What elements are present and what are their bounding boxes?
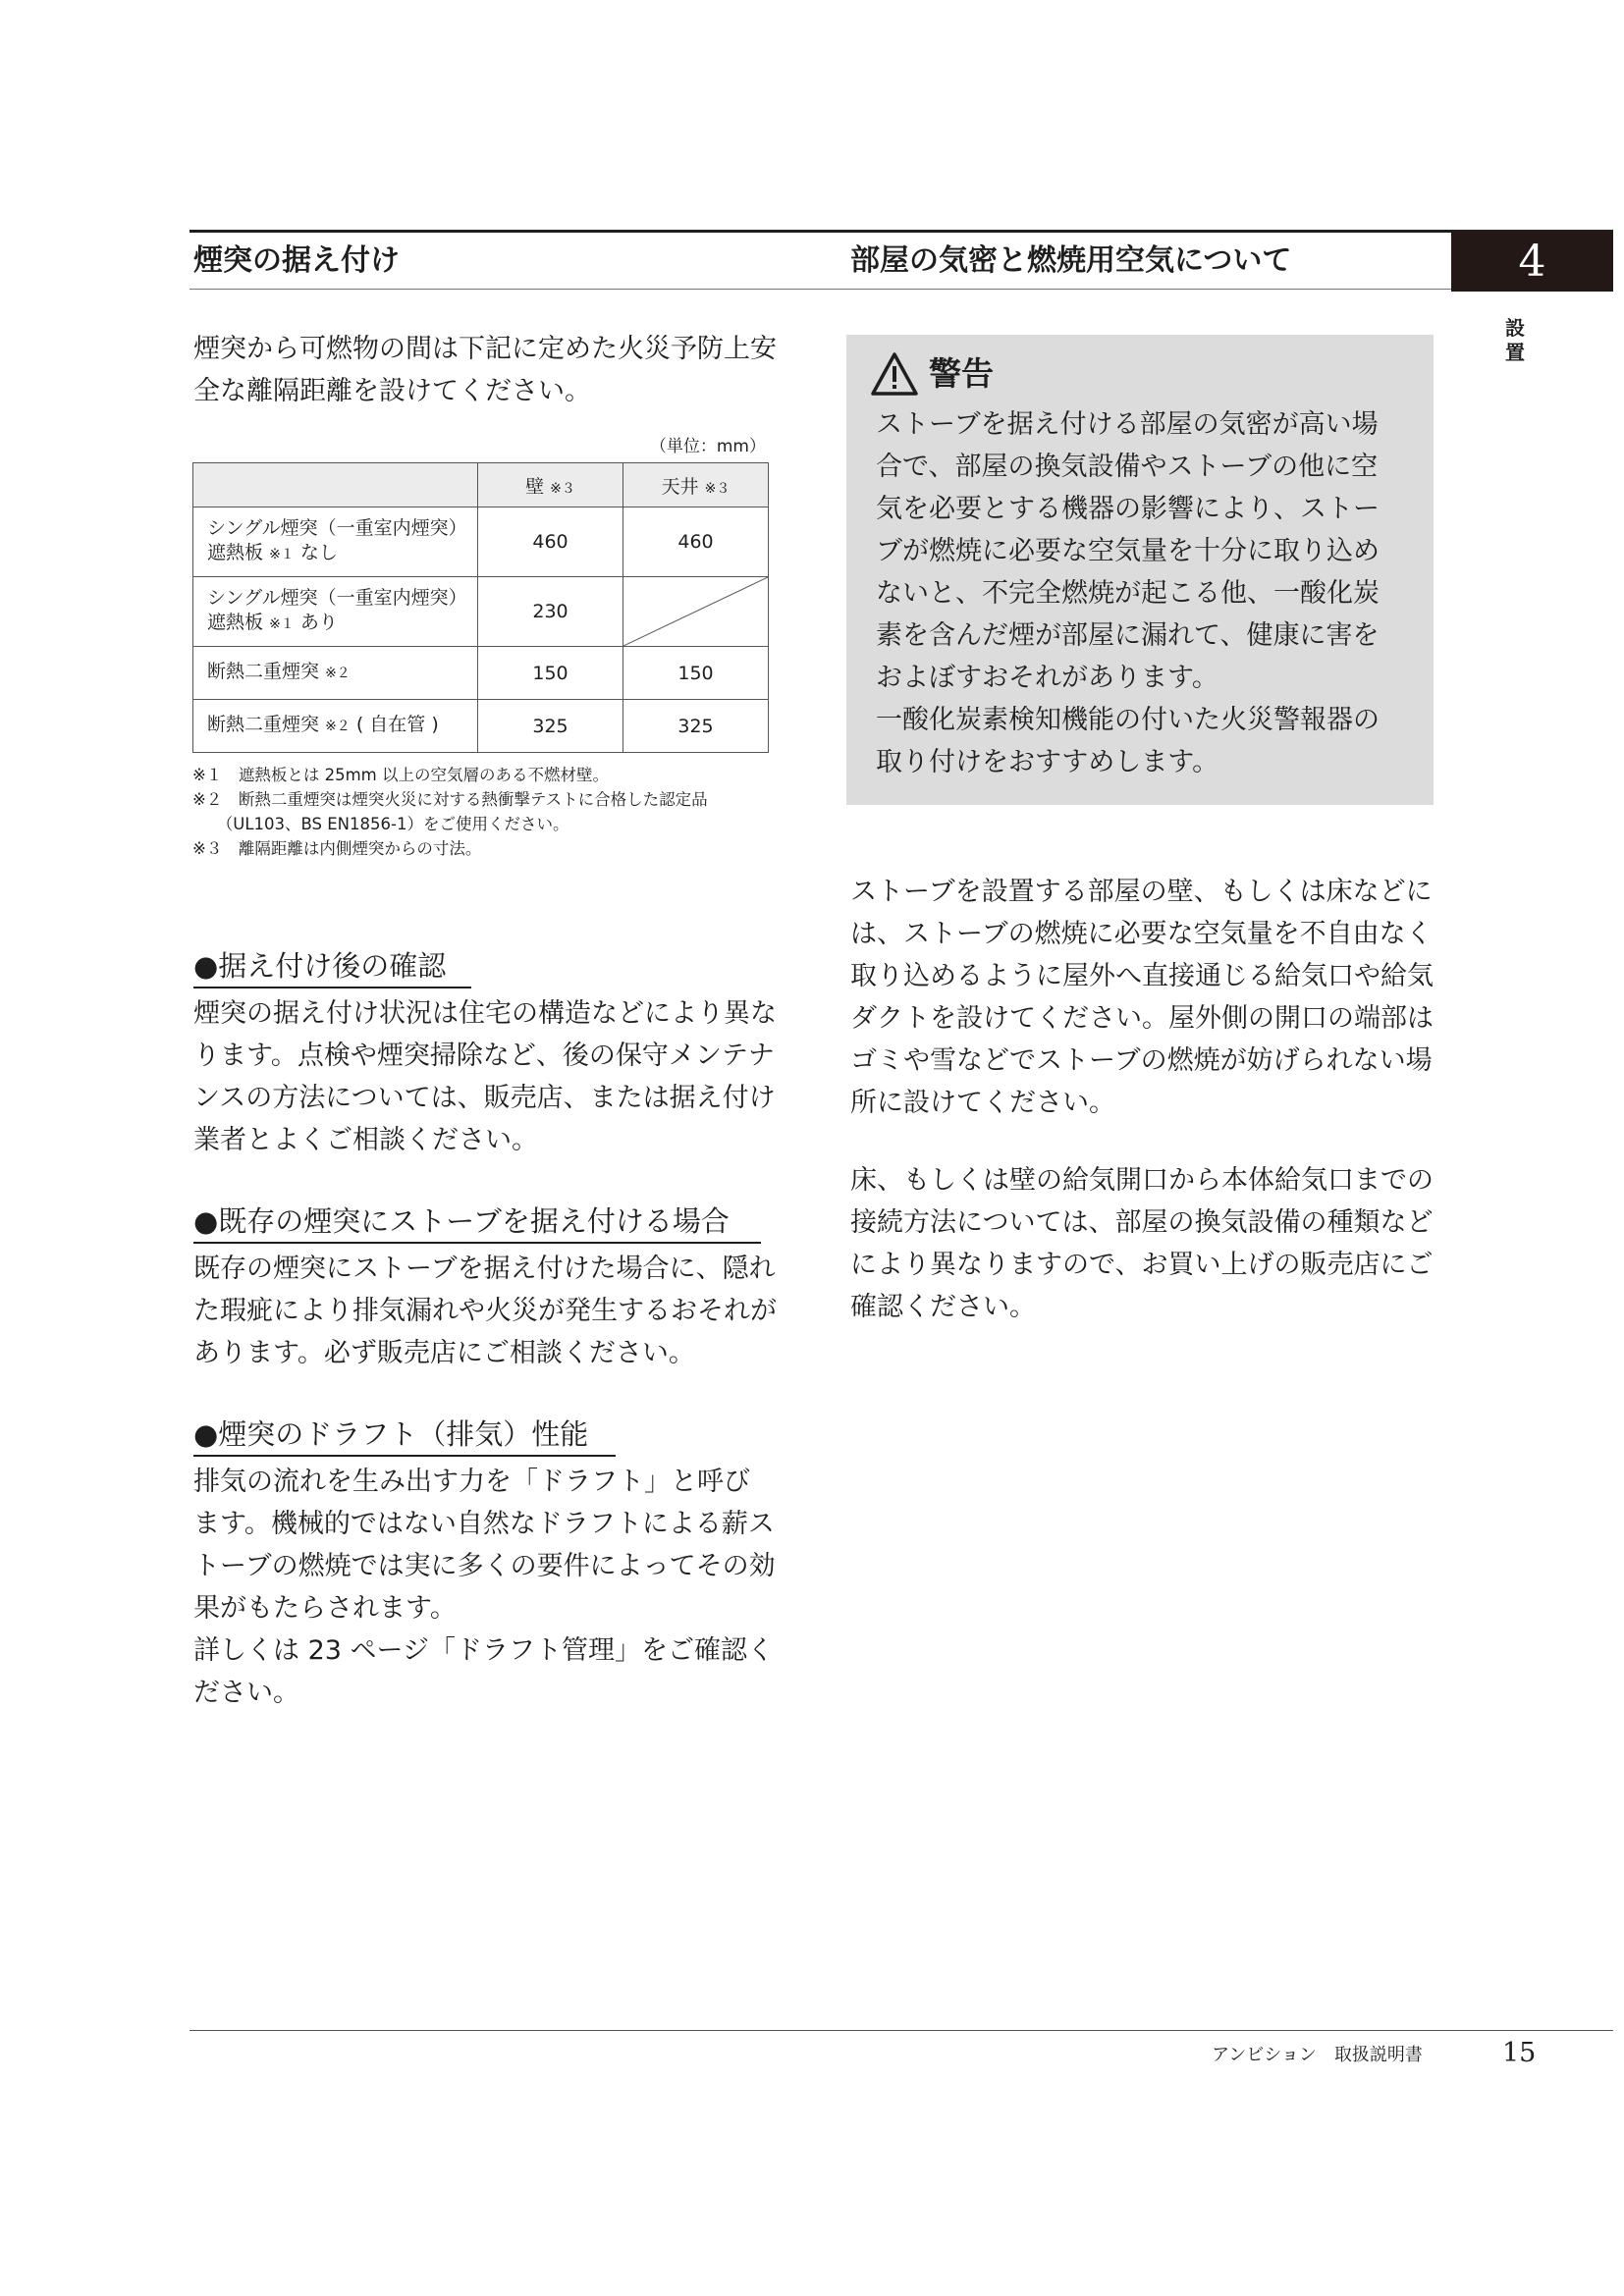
table-cell-na [623, 577, 769, 647]
clearance-table [192, 462, 769, 753]
section-existing-chimney [193, 1203, 783, 1374]
warning-text: ストーブを据え付ける部屋の気密が高い場 合で、部屋の換気設備やストーブの他に空 気を必要とする機器の影響により、ストー ブが燃焼に必要な空気量を十分に取り込め ないと、不完全燃焼が起こる他、一酸化炭 素を含んだ煙が部屋に漏れて、健康に害を およぼすおそれがあります。 一酸化炭素検知機能の付いた火災警報器の 取り付けをおすすめします。 [876, 409, 1380, 777]
air-supply-paragraph: ストーブを設置する部屋の壁、もしくは床などに は、ストーブの燃焼に必要な空気量を不自由なく 取り込めるように屋外へ直接通じる給気口や給気 ダクトを設けてください。屋外側の開口の端部は ゴミや雪などでストーブの燃焼が妨げられない場 所に設けてください。 [850, 877, 1434, 1118]
page-number: 15 [1502, 2038, 1537, 2068]
section-installation-check [193, 948, 783, 1161]
footnote: （UL103、BS EN1856-1）をご使用ください。 [192, 815, 569, 833]
table-header-row [193, 463, 769, 507]
table-cell-ceiling: 325 [623, 700, 769, 753]
table-cell-ceiling: 150 [623, 647, 769, 700]
chapter-number-tab [1451, 232, 1613, 292]
table-cell-wall: 150 [478, 647, 623, 700]
section-body: 排気の流れを生み出す力を「ドラフト」と呼び ます。機械的ではない自然なドラフトによる薪ス トーブの燃焼では実に多くの要件によってその効 果がもたらされます。 詳しくは 23 ページ「ドラフト管理」をご確認く ださい。 [193, 1467, 776, 1708]
table-row-label: 断熱二重煙突 ※２ ( 自在管 ) [193, 700, 478, 753]
table-header-ceiling: 天井 ※３ [623, 463, 769, 507]
table-row [193, 700, 769, 753]
table-cell-wall: 460 [478, 507, 623, 577]
section-heading: ●既存の煙突にストーブを据え付ける場合 [193, 1203, 761, 1244]
side-label-char: 置 [1505, 341, 1525, 364]
section-heading: ●煙突のドラフト（排気）性能 [193, 1416, 616, 1457]
table-row [193, 577, 769, 647]
connection-paragraph: 床、もしくは壁の給気開口から本体給気口までの 接続方法については、部屋の換気設備の種類など により異なりますので、お買い上げの販売店にご 確認ください。 [850, 1165, 1434, 1322]
table-row-label: シングル煙突（一重室内煙突） 遮熱板 ※１ なし [193, 507, 478, 577]
not-applicable-diagonal [623, 577, 768, 646]
footnote: ※３ 離隔距離は内側煙突からの寸法。 [192, 839, 482, 858]
footnote: ※１ 遮熱板とは 25mm 以上の空気層のある不燃材壁。 [192, 766, 609, 784]
chapter-number: 4 [1518, 237, 1546, 287]
section-draft-performance [193, 1416, 783, 1714]
table-row [193, 507, 769, 577]
table-row-label: シングル煙突（一重室内煙突） 遮熱板 ※１ あり [193, 577, 478, 647]
table-cell-ceiling: 460 [623, 507, 769, 577]
table-footnotes [192, 763, 782, 861]
footer-rule [189, 2030, 1613, 2031]
header-underline [189, 289, 1613, 290]
right-section-title: 部屋の気密と燃焼用空気について [850, 243, 1292, 278]
intro-paragraph: 煙突から可燃物の間は下記に定めた火災予防上安 全な離隔距離を設けてください。 [193, 334, 777, 406]
table-cell-wall: 230 [478, 577, 623, 647]
side-label-char: 設 [1505, 316, 1525, 340]
table-cell-wall: 325 [478, 700, 623, 753]
warning-title: 警告 [929, 354, 994, 393]
section-heading: ●据え付け後の確認 [193, 948, 471, 988]
section-body: 煙突の据え付け状況は住宅の構造などにより異な ります。点検や煙突掃除など、後の保守メンテナ ンスの方法については、販売店、または据え付け 業者とよくご相談ください。 [193, 998, 777, 1155]
table-header-wall: 壁 ※３ [478, 463, 623, 507]
chapter-side-label [1500, 316, 1530, 365]
warning-header [870, 350, 994, 398]
warning-box [846, 335, 1434, 805]
table-row [193, 647, 769, 700]
warning-triangle-icon [870, 351, 919, 397]
left-section-title: 煙突の据え付け [193, 243, 400, 278]
table-unit-label: （単位：mm） [649, 437, 766, 456]
table-header-blank [193, 463, 478, 507]
footer-manual-title: アンビション 取扱説明書 [1212, 2045, 1423, 2065]
footnote: ※２ 断熱二重煙突は煙突火災に対する熱衝撃テストに合格した認定品 [192, 790, 708, 809]
table-row-label: 断熱二重煙突 ※２ [193, 647, 478, 700]
header-rule [189, 230, 1613, 233]
section-body: 既存の煙突にストーブを据え付けた場合に、隠れ た瑕疵により排気漏れや火災が発生するおそれが あります。必ず販売店にご相談ください。 [193, 1254, 777, 1368]
